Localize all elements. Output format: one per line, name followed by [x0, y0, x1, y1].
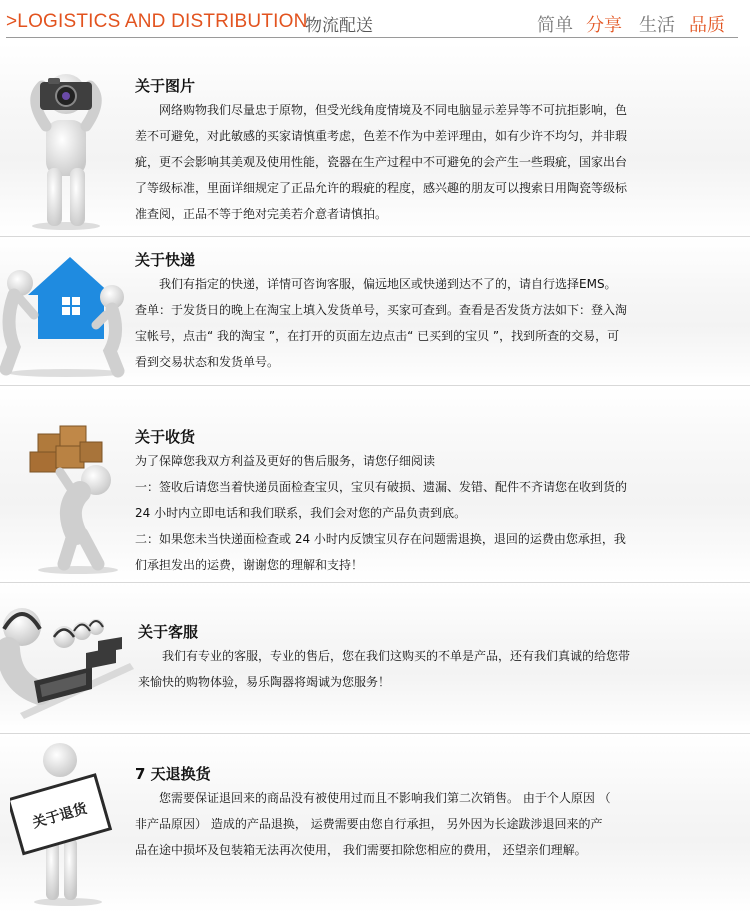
body-line: 查单：于发货日的晚上在淘宝上填入发货单号，买家可查到。查看是否发货方法如下：登入淘 — [135, 303, 628, 317]
body-line: 网络购物我们尽量忠于原物，但受光线角度情境及不同电脑显示差异等不可抗拒影响，色 — [159, 103, 628, 117]
header-title-en: >LOGISTICS AND DISTRIBUTION — [6, 11, 308, 32]
header-tag-share: 分享 — [586, 15, 622, 36]
section-body — [138, 643, 630, 695]
section-title: 关于快递 — [135, 251, 196, 269]
header-tag-life: 生活 — [639, 15, 675, 36]
body-line: 宝帐号，点击“ 我的淘宝 ”，在打开的页面左边点击“ 已买到的宝贝 ”，找到所查的交易，可 — [135, 329, 620, 343]
body-line: 二：如果您未当快递面检查或 24 小时内反馈宝贝存在问题需退换，退回的运费由您承担，我 — [135, 532, 626, 546]
header-tag-simple: 简单 — [537, 15, 573, 36]
box-carry-icon — [20, 416, 130, 576]
header-tag-quality: 品质 — [689, 15, 725, 36]
body-line: 准查阅，正品不等于绝对完美若介意者请慎拍。 — [135, 207, 388, 221]
section-body — [135, 97, 627, 227]
return-sign-text: 关于退货 — [30, 800, 89, 832]
section-receiving — [0, 386, 750, 582]
page-header — [0, 0, 750, 40]
body-line: 来愉快的购物体验，易乐陶器将竭诚为您服务！ — [138, 675, 391, 689]
call-center-icon — [0, 593, 138, 727]
section-title: 关于收货 — [135, 428, 196, 446]
section-body — [135, 448, 627, 578]
body-line: 们承担发出的运费，谢谢您的理解和支持！ — [135, 558, 364, 572]
body-line: 我们有专业的客服，专业的售后，您在我们这购买的不单是产品，还有我们真诚的给您带 — [162, 649, 631, 663]
header-divider — [6, 37, 738, 38]
section-returns — [0, 734, 750, 913]
return-sign-icon — [10, 738, 120, 908]
body-line: 差不可避免，对此敏感的买家请慎重考虑，色差不作为中差评理由，如有少许不均匀，并非瑕 — [135, 129, 628, 143]
section-body — [135, 271, 627, 375]
body-line: 了等级标准，里面详细规定了正品允许的瑕疵的程度，感兴趣的朋友可以搜索日用陶瓷等级标 — [135, 181, 628, 195]
section-body — [135, 785, 611, 863]
body-line: 非产品原因） 造成的产品退换， 运费需要由您自行承担， 另外因为长途跋涉退回来的产 — [135, 817, 603, 831]
body-line: 品在途中损坏及包装箱无法再次使用， 我们需要扣除您相应的费用， 还望亲们理解。 — [135, 843, 587, 857]
section-pictures — [0, 44, 750, 236]
section-title: 关于客服 — [138, 623, 199, 641]
section-title: 7 天退换货 — [135, 765, 211, 783]
header-title-cn: 物流配送 — [305, 16, 373, 36]
body-line: 您需要保证退回来的商品没有被使用过而且不影响我们第二次销售。 由于个人原因 （ — [159, 791, 611, 805]
house-carry-icon — [0, 243, 128, 379]
body-line: 我们有指定的快递，详情可咨询客服，偏远地区或快递到达不了的，请自行选择EMS。 — [159, 277, 617, 291]
section-express — [0, 237, 750, 385]
body-line: 24 小时内立即电话和我们联系，我们会对您的产品负责到底。 — [135, 506, 467, 520]
body-line: 为了保障您我双方利益及更好的售后服务，请您仔细阅读 — [135, 454, 436, 468]
body-line: 一：签收后请您当着快递员面检查宝贝，宝贝有破损、遗漏、发错、配件不齐请您在收到货的 — [135, 480, 628, 494]
camera-figure-icon — [18, 60, 113, 230]
body-line: 看到交易状态和发货单号。 — [135, 355, 280, 369]
section-title: 关于图片 — [135, 77, 196, 95]
section-service — [0, 583, 750, 733]
body-line: 疵，更不会影响其美观及使用性能，瓷器在生产过程中不可避免的会产生一些瑕疵，国家出台 — [135, 155, 628, 169]
